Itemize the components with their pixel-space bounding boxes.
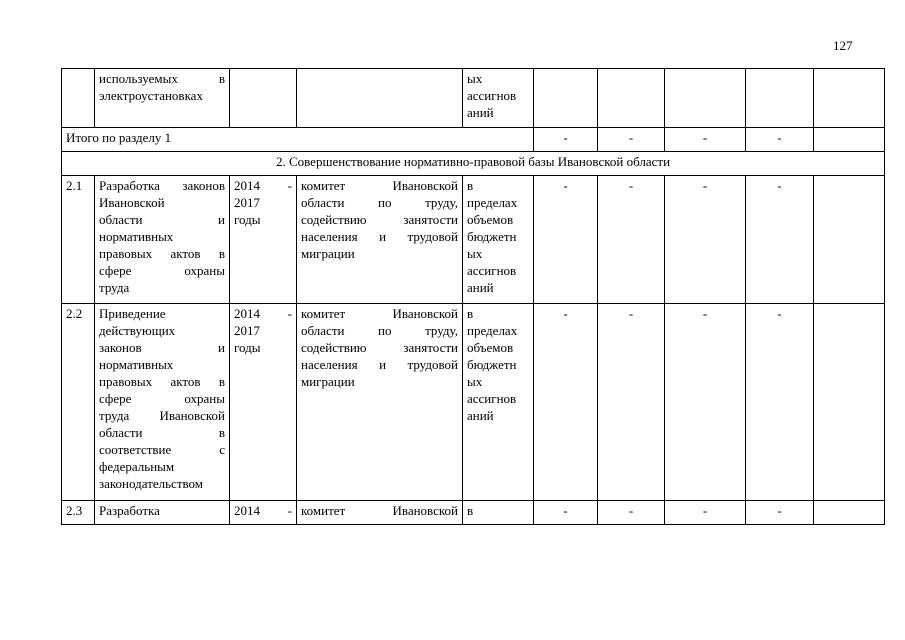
- cell-name: [95, 501, 230, 525]
- name-line: соответствие с: [99, 442, 225, 457]
- subtotal-value: -: [598, 128, 665, 152]
- funding-line: пределах: [467, 323, 518, 338]
- cell-value: -: [534, 176, 598, 304]
- subtotal-label: Итого по разделу 1: [62, 128, 534, 152]
- section-header-row: [62, 152, 885, 176]
- cell-value: -: [746, 176, 814, 304]
- cell-value: [814, 304, 885, 501]
- executor-line: комитет Ивановской: [301, 178, 458, 193]
- cell-value: [534, 69, 598, 128]
- cell-funding: [463, 501, 534, 525]
- name-line: федеральным: [99, 459, 175, 474]
- period-line: 2014 -: [234, 178, 292, 193]
- cell-num: 2.2: [62, 304, 95, 501]
- name-line: труда: [99, 280, 130, 295]
- cell-num: 2.3: [62, 501, 95, 525]
- cell-funding: [463, 69, 534, 128]
- funding-line: ых: [467, 374, 483, 389]
- executor-line: комитет Ивановской: [301, 503, 458, 518]
- cell-value: [814, 501, 885, 525]
- funding-line: ых: [467, 71, 483, 86]
- cell-period: [230, 304, 297, 501]
- funding-line: пределах: [467, 195, 518, 210]
- cell-value: [814, 69, 885, 128]
- cell-executor: [297, 304, 463, 501]
- executor-line: содействию занятости: [301, 340, 458, 355]
- table-row: [62, 176, 885, 304]
- funding-line: объемов: [467, 340, 514, 355]
- cell-funding: [463, 304, 534, 501]
- name-line: труда Ивановской: [99, 408, 225, 423]
- executor-line: миграции: [301, 246, 355, 261]
- subtotal-row: [62, 128, 885, 152]
- funding-line: в: [467, 503, 474, 518]
- cell-period: [230, 69, 297, 128]
- name-line: законодательством: [99, 476, 204, 491]
- name-line: нормативных: [99, 357, 174, 372]
- cell-funding: [463, 176, 534, 304]
- funding-line: аний: [467, 105, 494, 120]
- subtotal-value: -: [746, 128, 814, 152]
- table-row: [62, 304, 885, 501]
- name-line: используемых в: [99, 71, 225, 86]
- subtotal-value: -: [534, 128, 598, 152]
- period-line: годы: [234, 212, 261, 227]
- funding-line: ассигнов: [467, 263, 517, 278]
- cell-executor: [297, 501, 463, 525]
- cell-period: [230, 176, 297, 304]
- funding-line: ых: [467, 246, 483, 261]
- cell-value: [746, 69, 814, 128]
- executor-line: населения и трудовой: [301, 229, 458, 244]
- name-line: правовых актов в: [99, 246, 225, 261]
- cell-executor: [297, 69, 463, 128]
- funding-line: бюджетн: [467, 357, 517, 372]
- cell-value: -: [665, 501, 746, 525]
- funding-line: бюджетн: [467, 229, 517, 244]
- name-line: действующих: [99, 323, 176, 338]
- name-line: области в: [99, 425, 225, 440]
- table-row: [62, 69, 885, 128]
- executor-line: комитет Ивановской: [301, 306, 458, 321]
- cell-value: -: [746, 501, 814, 525]
- name-line: законов и: [99, 340, 225, 355]
- name-line: нормативных: [99, 229, 174, 244]
- table-row: [62, 501, 885, 525]
- cell-value: -: [534, 501, 598, 525]
- name-line: Ивановской: [99, 195, 165, 210]
- cell-value: [598, 69, 665, 128]
- page-number: 127: [833, 38, 853, 53]
- name-line: правовых актов в: [99, 374, 225, 389]
- cell-num: [62, 69, 95, 128]
- executor-line: содействию занятости: [301, 212, 458, 227]
- cell-value: [665, 69, 746, 128]
- period-line: 2017: [234, 195, 260, 210]
- cell-value: [814, 176, 885, 304]
- cell-executor: [297, 176, 463, 304]
- period-line: годы: [234, 340, 261, 355]
- cell-name: [95, 69, 230, 128]
- cell-num: 2.1: [62, 176, 95, 304]
- period-line: 2017: [234, 323, 260, 338]
- name-line: области и: [99, 212, 225, 227]
- name-line: сфере охраны: [99, 391, 225, 406]
- period-line: 2014 -: [234, 503, 292, 518]
- funding-line: аний: [467, 408, 494, 423]
- funding-line: ассигнов: [467, 88, 517, 103]
- executor-line: населения и трудовой: [301, 357, 458, 372]
- cell-value: -: [534, 304, 598, 501]
- funding-line: объемов: [467, 212, 514, 227]
- period-line: 2014 -: [234, 306, 292, 321]
- executor-line: области по труду,: [301, 323, 458, 338]
- funding-line: в: [467, 178, 474, 193]
- cell-value: -: [598, 501, 665, 525]
- name-line: сфере охраны: [99, 263, 225, 278]
- name-line: электроустановках: [99, 88, 203, 103]
- name-line: Приведение: [99, 306, 166, 321]
- cell-name: [95, 176, 230, 304]
- name-line: Разработка: [99, 503, 160, 518]
- cell-value: -: [598, 176, 665, 304]
- cell-value: -: [665, 176, 746, 304]
- funding-line: в: [467, 306, 474, 321]
- cell-value: -: [746, 304, 814, 501]
- cell-value: -: [665, 304, 746, 501]
- cell-value: -: [598, 304, 665, 501]
- funding-line: ассигнов: [467, 391, 517, 406]
- subtotal-value: -: [665, 128, 746, 152]
- subtotal-value: [814, 128, 885, 152]
- program-table: [61, 68, 885, 525]
- executor-line: миграции: [301, 374, 355, 389]
- section-title: 2. Совершенствование нормативно-правовой базы Ивановской области: [62, 152, 885, 176]
- funding-line: аний: [467, 280, 494, 295]
- cell-period: [230, 501, 297, 525]
- name-line: Разработка законов: [99, 178, 225, 193]
- executor-line: области по труду,: [301, 195, 458, 210]
- cell-name: [95, 304, 230, 501]
